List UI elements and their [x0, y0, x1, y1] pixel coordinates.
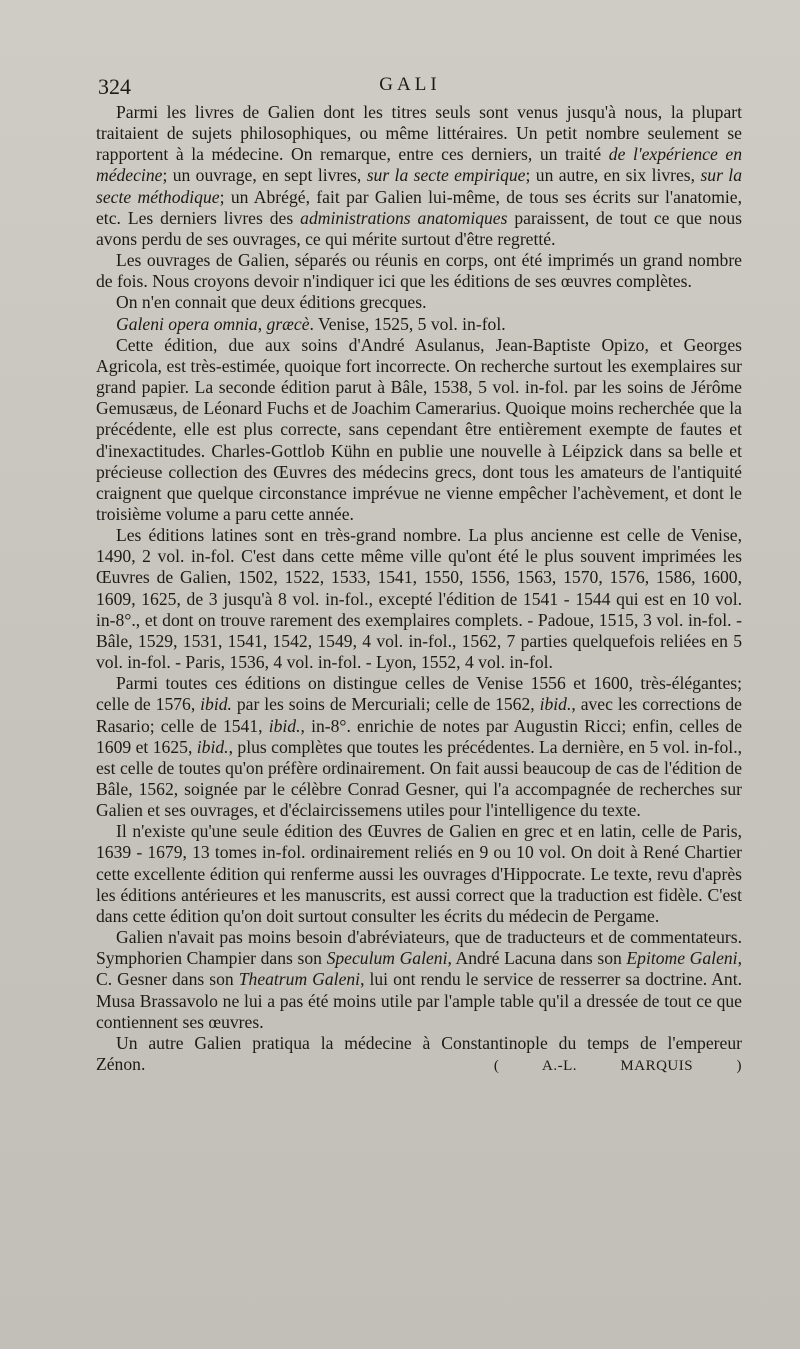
text-run: Les éditions latines sont en très-grand nombre. La plus ancienne est celle de Venise, 1490, 2 vol. in-fol. C'est dans cette même ville qu'ont été le plus souvent imprimées les Œuvres de Galien, 1502, 1522, 1533, 1541, 1550, 1556, 1563, 1570, 1576, 1586, 1600, 1609, 1625, de 3 jusqu'à 8 vol. in-fol., excepté l'édition de 1541 - 1544 qui est en 10 vol. in-8°., et dont on trouve rarement des exemplaires complets. - Padoue, 1515, 3 vol. in-fol. - Bâle, 1529, 1531, 1541, 1542, 1549, 4 vol. in-fol., 1562, 7 parties quelquefois reliées en 5 vol. in-fol. - Paris, 1536, 4 vol. in-fol. - Lyon, 1552, 4 vol. in-fol. — [96, 525, 742, 673]
text-run: , C. Gesner dans son — [96, 948, 742, 990]
page-number: 324 — [98, 74, 131, 99]
text-run: , André Lacuna dans son — [447, 948, 627, 969]
text-run: Il n'existe qu'une seule édition des Œuvres de Galien en grec et en latin, celle de Paris, 1639 - 1679, 13 tomes in-fol. ordinairement reliés en 9 ou 10 vol. On doit à René Chartier cette excellente édition qui renferme aussi les ouvrages d'Hippocrate. Le texte, revu d'après les éditions antérieures et les manuscrits, est aussi correct que la traduction est fidèle. C'est dans cette édition qu'on doit surtout consulter les écrits du médecin de Pergame. — [96, 821, 742, 926]
text-run: , lui ont rendu le service de resserrer sa doctrine. Ant. Musa Brassavolo ne lui a pas été moins utile par l'ample table qu'il a dressée de tout ce que contiennent ses œuvres. — [96, 969, 742, 1032]
text-run: Parmi toutes ces éditions on distingue celles de Venise 1556 et 1600, très-élégantes; celle de 1576, — [96, 673, 742, 715]
text-run: , avec les corrections de Rasario; celle de 1541, — [96, 694, 742, 736]
author-signature: ( A.-L. MARQUIS ) — [493, 1058, 742, 1075]
italic-text: Theatrum Galeni — [238, 969, 361, 990]
paragraph — [96, 250, 742, 292]
text-run: Galien n'avait pas moins besoin d'abréviateurs, que de traducteurs et de commentateurs. Symphorien Champier dans son — [96, 927, 742, 969]
paragraph — [96, 314, 742, 335]
text-run: Parmi les livres de Galien dont les titres seuls sont venus jusqu'à nous, la plupart traitaient de sujets philosophiques, ou même littéraires. Un petit nombre seulement se rapportent à la médecine. On remarque, entre ces derniers, un traité — [96, 102, 742, 165]
paragraph — [96, 525, 742, 673]
paragraph — [96, 927, 742, 1033]
italic-text: administrations anatomiques — [300, 207, 508, 228]
italic-text: ibid. — [539, 694, 572, 715]
text-run: ; un autre, en six livres, — [525, 165, 701, 186]
italic-text: de l'expérience en médecine — [96, 144, 742, 186]
text-run: Les ouvrages de Galien, séparés ou réunis en corps, ont été imprimés un grand nombre de fois. Nous croyons devoir n'indiquer ici que les éditions de ses œuvres complètes. — [96, 250, 742, 292]
text-run: paraissent, de tout ce que nous avons perdu de ses ouvrages, ce qui mérite surtout d'être regretté. — [96, 207, 742, 249]
italic-text: Galeni opera omnia — [116, 313, 258, 334]
text-run: Un autre Galien pratiqua la médecine à Constantinople du temps de l'empereur Zénon. — [96, 1032, 742, 1075]
italic-text: sur la secte empirique — [366, 165, 526, 186]
italic-text: Speculum Galeni — [326, 948, 448, 969]
paragraph — [96, 673, 742, 821]
text-run: , — [257, 313, 267, 334]
text-run: On n'en connait que deux éditions grecques. — [116, 292, 427, 313]
paragraph — [96, 821, 742, 927]
italic-text: ibid. — [268, 715, 301, 736]
italic-text: ibid. — [200, 694, 232, 715]
paragraph — [96, 102, 742, 250]
paragraph — [96, 1033, 742, 1077]
text-run: . Venise, 1525, 5 vol. in-fol. — [309, 313, 506, 334]
running-head: GALI — [379, 74, 441, 95]
text-run: , plus complètes que toutes les précédentes. La dernière, en 5 vol. in-fol., est celle de toutes qu'on préfère ordinairement. On fait aussi beaucoup de cas de l'édition de Bâle, 1562, soignée par le célèbre Conrad Gesner, qui l'a accompagnée de recherches sur Galien et ses ouvrages, et d'éclaircissemens utiles pour l'intelligence du texte. — [96, 736, 742, 821]
text-run: ; un Abrégé, fait par Galien lui-même, de tous ses écrits sur l'anatomie, etc. Les derniers livres des — [96, 186, 742, 228]
text-run: par les soins de Mercuriali; celle de 1562, — [231, 694, 540, 715]
page-header — [98, 74, 722, 104]
italic-text: ibid. — [196, 736, 229, 757]
text-run: ; un ouvrage, en sept livres, — [162, 165, 367, 186]
italic-text: sur la secte méthodique — [96, 165, 742, 207]
paragraph — [96, 335, 742, 525]
text-run: Cette édition, due aux soins d'André Asulanus, Jean-Baptiste Opizo, et Georges Agricola, est très-estimée, quoique fort incorrecte. On recherche surtout les exemplaires sur grand papier. La seconde édition parut à Bâle, 1538, 5 vol. in-fol. par les soins de Jérôme Gemusæus, de Léonard Fuchs et de Joachim Camerarius. Quoique moins recherchée que la précédente, elle est plus correcte, sans cependant être entièrement exempte de fautes et d'inexactitudes. Charles-Gottlob Kühn en publie une nouvelle à Léipzick dans sa belle et précieuse collection des Œuvres des médecins grecs, dont tous les amateurs de l'antiquité craignent que quelque circonstance imprévue ne vienne empêcher l'achèvement, et dont le troisième volume a paru cette année. — [96, 334, 742, 524]
article-body — [96, 102, 742, 1077]
italic-text: græcè — [266, 313, 310, 334]
text-run: , in-8°. enrichie de notes par Augustin Ricci; enfin, celles de 1609 et 1625, — [96, 715, 742, 757]
paragraph — [96, 292, 742, 313]
italic-text: Epitome Galeni — [626, 948, 738, 969]
